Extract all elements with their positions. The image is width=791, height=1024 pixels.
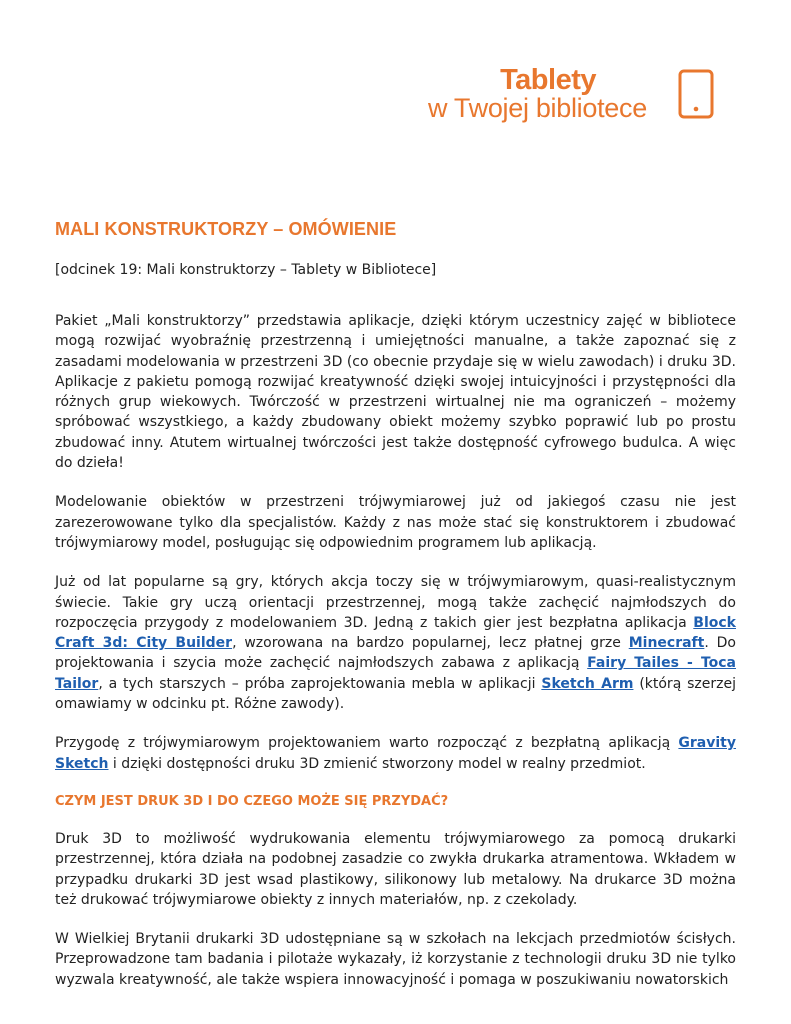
paragraph-text: , wzorowana na bardzo popularnej, lecz płatnej grze (232, 635, 629, 652)
paragraph-3d-print: Druk 3D to możliwość wydrukowania elementu trójwymiarowego za pomocą drukarki przestrzennej, która działa na podobnej zasadzie co zwykła drukarka atramentowa. Wkładem w przypadku drukarki 3D jest wsad plastikowy, silikonowy lub metalowy. Na drukarce 3D można też drukować trójwymiarowe obiekty z innych materiałów, np. z czekolady. (55, 830, 736, 908)
paragraph-text: , a tych starszych – próba zaprojektowania mebla w aplikacji (98, 675, 542, 692)
section-heading: CZYM JEST DRUK 3D I DO CZEGO MOŻE SIĘ PRZYDAĆ? (55, 793, 449, 809)
link-toca-tailor[interactable]: Fairy Tailes - Toca Tailor (55, 655, 736, 692)
logo-title: Tablety (500, 64, 596, 96)
paragraph-text: (którą szerzej omawiamy w odcinku pt. Różne zawody). (55, 675, 736, 713)
paragraph-text: Przygodę z trójwymiarowym projektowaniem warto rozpocząć z bezpłatną aplikacją (55, 735, 679, 752)
paragraph-text: i dzięki dostępności druku 3D zmienić stworzony model w realny przedmiot. (108, 755, 646, 772)
episode-subtitle: [odcinek 19: Mali konstruktorzy – Tablety w Bibliotece] (55, 262, 437, 278)
tablet-icon (678, 69, 714, 119)
paragraph-games (55, 572, 736, 714)
paragraph-text: . Do projektowania i szycia może zachęcić najmłodszych zabawa z aplikacją (55, 635, 736, 672)
logo-subtitle: w Twojej bibliotece (428, 93, 647, 123)
paragraph-modeling: Modelowanie obiektów w przestrzeni trójwymiarowej już od jakiegoś czasu nie jest zarezerowowane tylko dla specjalistów. Każdy z nas może stać się konstruktorem i zbudować trójwymiarowy model, posługując się odpowiednim programem lub aplikacją. (55, 494, 736, 551)
link-block-craft[interactable]: Block Craft 3d: City Builder (55, 614, 736, 652)
paragraph-uk-schools: W Wielkiej Brytanii drukarki 3D udostępniane są w szkołach na lekcjach przedmiotów ścisłych. Przeprowadzone tam badania i pilotaże wykazały, iż korzystanie z technologii druku 3D nie tylko wyzwala kreatywność, ale także wspiera innowacyjność i pomaga w poszukiwaniu nowatorskich (55, 931, 736, 988)
paragraph-intro: Pakiet „Mali konstruktorzy” przedstawia aplikacje, dzięki którym uczestnicy zajęć w bibliotece mogą rozwijać wyobraźnię przestrzenną i umiejętności manualne, a także zapoznać się z zasadami modelowania w przestrzeni 3D (co obecnie przydaje się w wielu zawodach) i druku 3D. Aplikacje z pakietu pomogą rozwijać kreatywność dzięki swojej intuicyjności i przystępności dla różnych grup wiekowych. Twórczość w przestrzeni wirtualnej nie ma ograniczeń – możemy spróbować wszystkiego, a każdy zbudowany obiekt możemy szybko poprawić lub po prostu zbudować inny. Atutem wirtualnej twórczości jest także dostępność cyfrowego budulca. A więc do dzieła! (55, 313, 736, 472)
link-minecraft[interactable]: Minecraft (628, 635, 705, 652)
page-title: MALI KONSTRUKTORZY – OMÓWIENIE (55, 219, 397, 239)
header-logo (428, 63, 728, 123)
paragraph-text: Już od lat popularne są gry, których akcja toczy się w trójwymiarowym, quasi-realistycznym świecie. Takie gry uczą orientacji przestrzennej, mogą także zachęcić najmłodszych do rozpoczęcia przygody z modelowaniem 3D. Jedną z takich gier jest bezpłatna aplikacja (55, 574, 736, 631)
paragraph-gravity (55, 733, 736, 774)
article (55, 216, 736, 990)
link-gravity-sketch[interactable]: Gravity Sketch (55, 735, 736, 772)
link-sketch-arm[interactable]: Sketch Arm (541, 675, 634, 692)
